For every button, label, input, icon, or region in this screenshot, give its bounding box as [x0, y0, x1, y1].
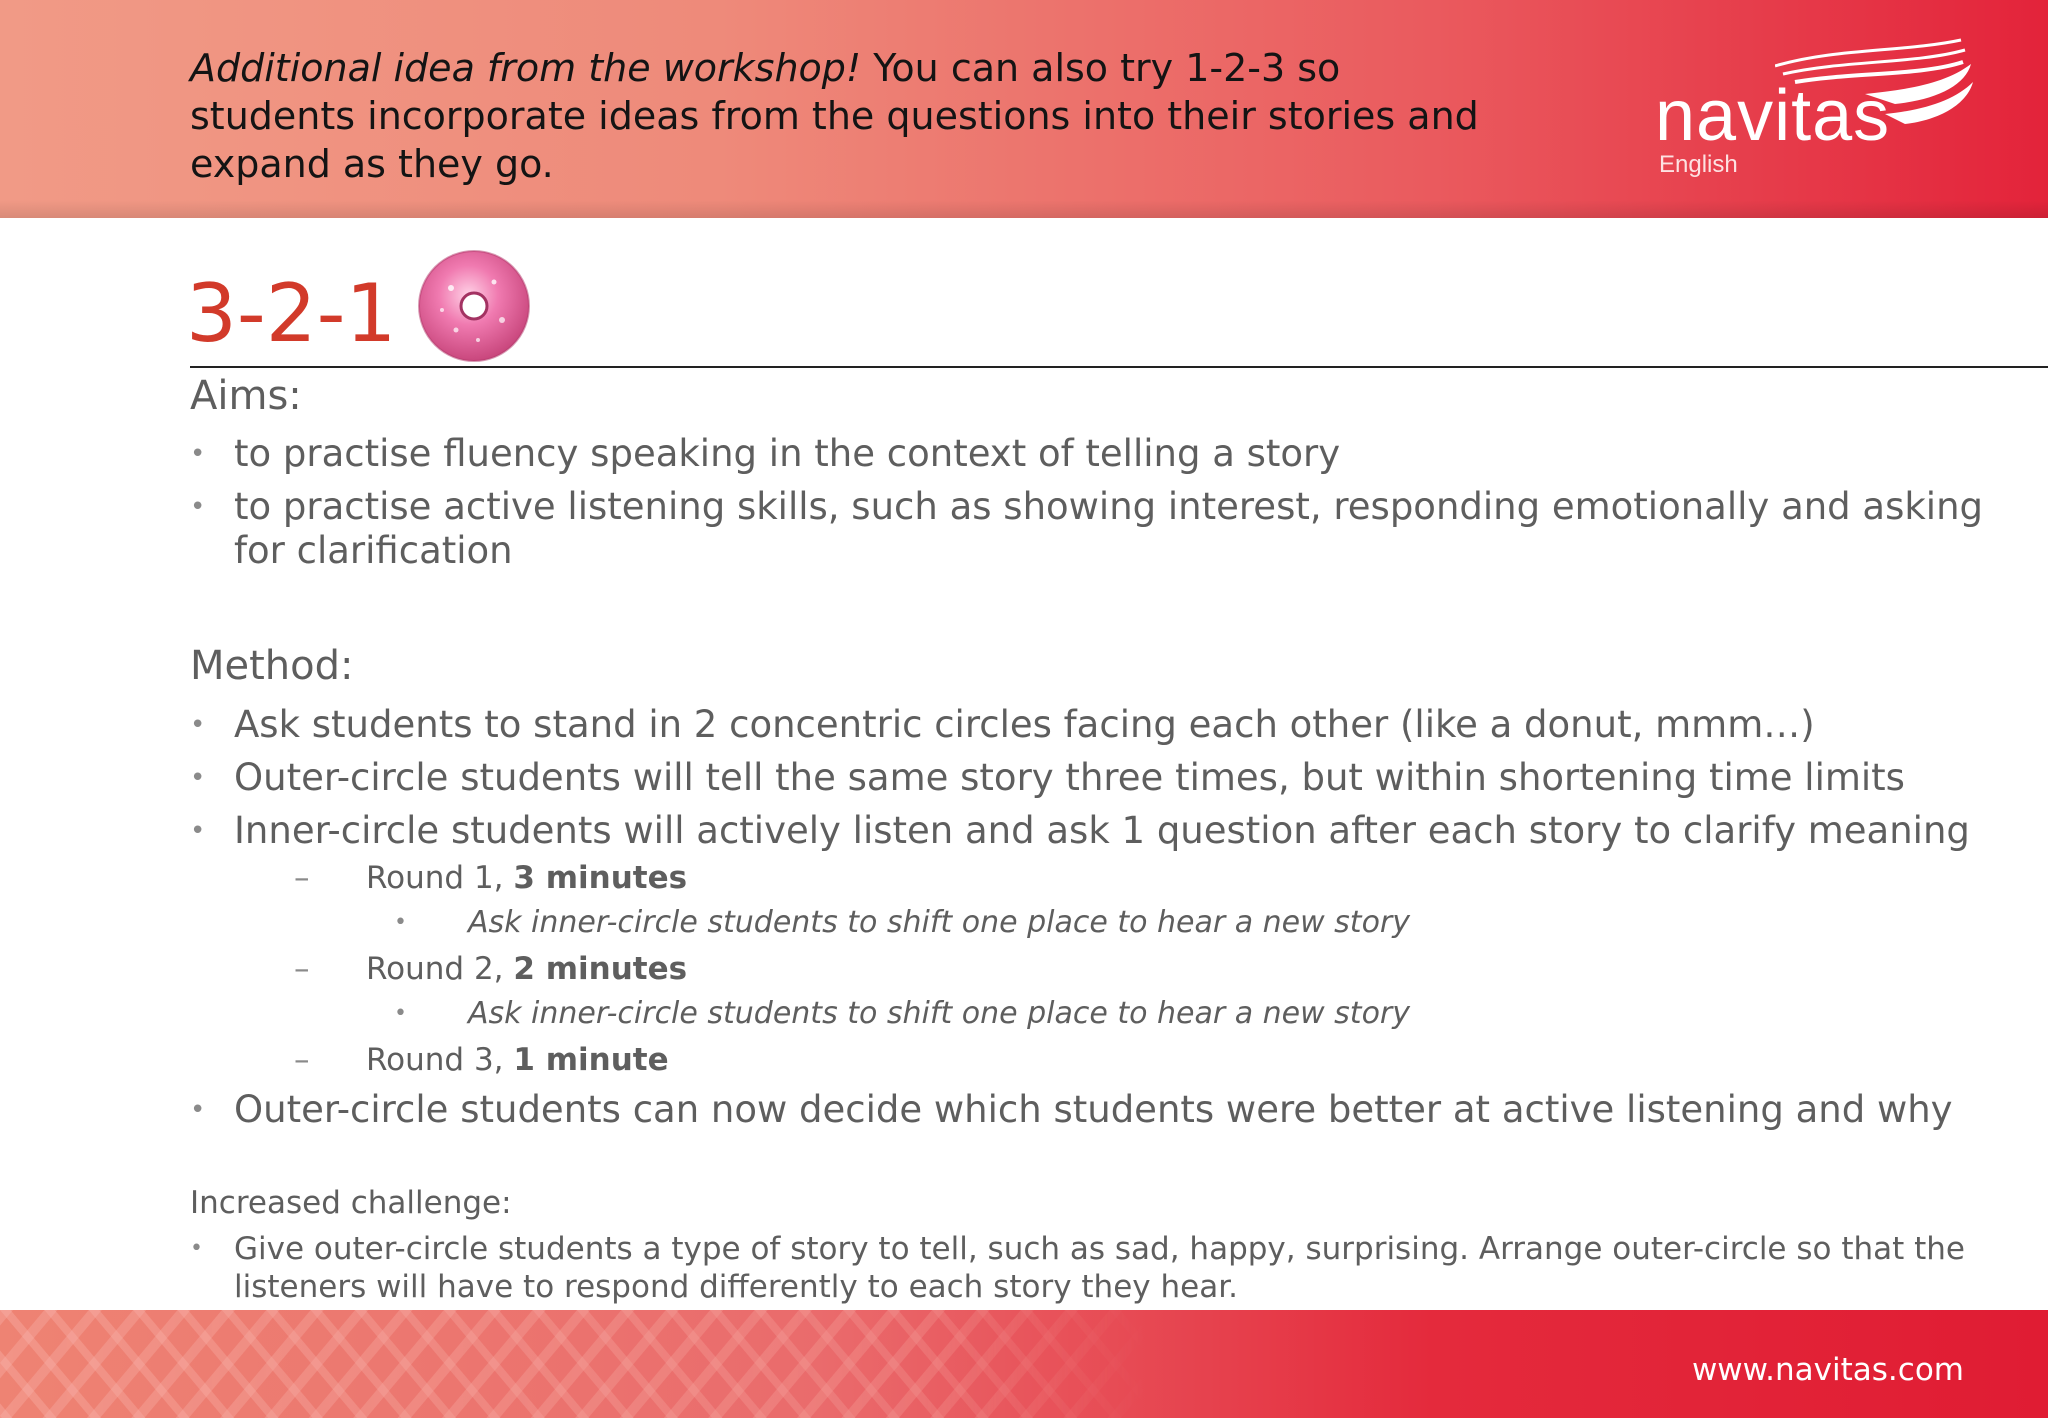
footer-pattern	[0, 1310, 1150, 1418]
bullet-icon: •	[190, 1236, 203, 1261]
header-note	[190, 44, 1490, 188]
method-final-text: Outer-circle students can now decide which students were better at active listening and why	[234, 1088, 1953, 1131]
dash-icon: –	[294, 860, 310, 896]
method-item	[190, 756, 2010, 800]
logo-subtitle: English	[1659, 151, 1738, 178]
aims-item-text: to practise active listening skills, such as showing interest, responding emotionally and asking for clarification	[234, 485, 1984, 572]
aims-item	[190, 432, 2010, 476]
round-note-text: Ask inner-circle students to shift one place to hear a new story	[468, 905, 1411, 940]
round-time: 2 minutes	[513, 951, 688, 987]
round-note	[394, 903, 1694, 943]
method-item	[190, 703, 2010, 747]
bullet-icon: •	[394, 1001, 407, 1026]
footer-url: www.navitas.com	[1691, 1352, 1964, 1388]
round-label: Round 2,	[366, 951, 514, 987]
dash-icon: –	[294, 951, 310, 987]
round-item	[294, 949, 1594, 989]
method-item-text: Outer-circle students will tell the same story three times, but within shortening time limits	[234, 756, 1905, 799]
aims-item-text: to practise fluency speaking in the context of telling a story	[234, 432, 1341, 475]
header-band	[0, 0, 2048, 218]
slide-content	[0, 218, 2048, 1310]
bullet-icon: •	[190, 816, 206, 846]
aims-item	[190, 485, 2010, 573]
logo-wordmark: navitas	[1655, 76, 1891, 156]
round-note	[394, 994, 1694, 1034]
bullet-icon: •	[190, 492, 206, 522]
round-item	[294, 858, 1594, 898]
bullet-icon: •	[190, 1095, 206, 1125]
bullet-icon: •	[190, 439, 206, 469]
challenge-item	[190, 1230, 1990, 1306]
bullet-icon: •	[190, 763, 206, 793]
round-time: 1 minute	[513, 1042, 669, 1078]
round-note-text: Ask inner-circle students to shift one place to hear a new story	[468, 996, 1411, 1031]
dash-icon: –	[294, 1042, 310, 1078]
method-item-text: Ask students to stand in 2 concentric circles facing each other (like a donut, mmm…)	[234, 703, 1815, 746]
round-item	[294, 1040, 1594, 1080]
header-note-emphasis: Additional idea from the workshop!	[190, 46, 862, 90]
slide-title: 3-2-1	[186, 267, 397, 360]
method-final-item	[190, 1088, 2010, 1132]
bullet-icon: •	[394, 910, 407, 935]
method-item-text: Inner-circle students will actively listen and ask 1 question after each story to clarify meaning	[234, 809, 1970, 852]
footer-band	[0, 1310, 2048, 1418]
navitas-logo	[1655, 38, 1975, 188]
method-heading: Method:	[190, 643, 354, 689]
title-divider	[190, 366, 2048, 368]
header-note-text: You can also try 1-2-3 so students incorporate ideas from the questions into their stories and expand as they go.	[190, 46, 1479, 186]
method-item	[190, 809, 2010, 853]
aims-heading: Aims:	[190, 373, 302, 419]
round-time: 3 minutes	[513, 860, 688, 896]
round-label: Round 3,	[366, 1042, 514, 1078]
donut-image	[416, 248, 532, 364]
round-label: Round 1,	[366, 860, 514, 896]
challenge-heading: Increased challenge:	[190, 1185, 512, 1221]
challenge-item-text: Give outer-circle students a type of story to tell, such as sad, happy, surprising. Arrange outer-circle so that the listeners will have to respond differently to each story they hear.	[234, 1231, 1966, 1305]
bullet-icon: •	[190, 710, 206, 740]
